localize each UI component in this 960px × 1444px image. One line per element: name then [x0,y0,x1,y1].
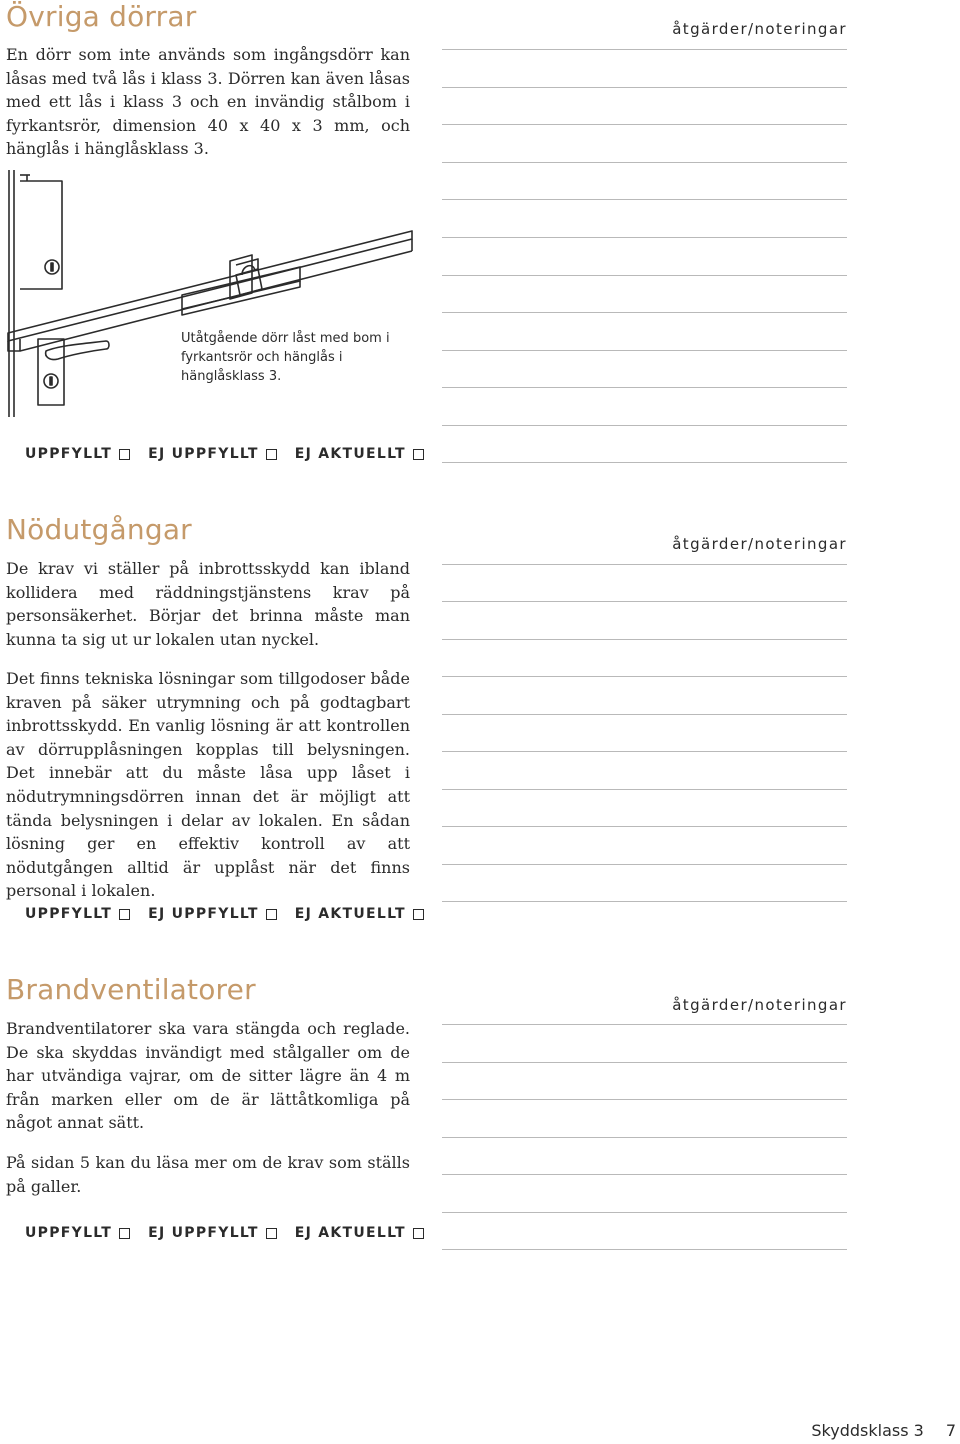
note-line[interactable] [442,564,847,565]
note-line[interactable] [442,789,847,790]
note-line[interactable] [442,387,847,388]
section-paragraph: Brandventilatorer ska vara stängda och reglade. De ska skyddas invändigt med stålgaller om de har utvändiga vajrar, om de sitter lägre än 4 m från marken eller om de är lättåtkomliga på något annat sätt. [6,1019,410,1133]
footer-label: Skyddsklass 3 [811,1421,924,1440]
note-line[interactable] [442,901,847,902]
option-label: UPPFYLLT [25,1225,113,1241]
note-line[interactable] [442,751,847,752]
figure-caption: Utåtgående dörr låst med bom i fyrkantsrör och hänglås i hänglåsklass 3. [181,331,390,384]
option-not-applicable[interactable] [295,906,424,922]
note-line[interactable] [442,162,847,163]
note-line[interactable] [442,199,847,200]
option-not-applicable[interactable] [295,446,424,462]
note-line[interactable] [442,1212,847,1213]
note-line[interactable] [442,312,847,313]
note-line[interactable] [442,1062,847,1063]
option-fulfilled[interactable] [25,446,130,462]
notes-heading: åtgärder/noteringar [672,535,847,553]
checkbox[interactable] [119,1228,130,1239]
option-not-fulfilled[interactable] [148,446,277,462]
option-not-fulfilled[interactable] [148,906,277,922]
checkbox[interactable] [266,909,277,920]
section-title-nodutgangar: Nödutgångar [6,513,192,546]
status-checkboxes [25,906,442,922]
checkbox[interactable] [413,909,424,920]
note-line[interactable] [442,826,847,827]
notes-heading: åtgärder/noteringar [672,20,847,38]
status-checkboxes [25,1225,442,1241]
note-line[interactable] [442,714,847,715]
note-line[interactable] [442,864,847,865]
option-label: EJ AKTUELLT [294,446,406,462]
option-not-fulfilled[interactable] [148,1225,277,1241]
option-label: UPPFYLLT [25,446,113,462]
option-label: EJ AKTUELLT [294,1225,406,1241]
page-number: 7 [945,1421,956,1440]
option-fulfilled[interactable] [25,1225,130,1241]
checkbox[interactable] [413,449,424,460]
section-paragraph: På sidan 5 kan du läsa mer om de krav som ställs på galler. [6,1153,410,1196]
option-not-applicable[interactable] [295,1225,424,1241]
option-label: EJ AKTUELLT [294,906,406,922]
option-fulfilled[interactable] [25,906,130,922]
note-line[interactable] [442,1024,847,1025]
section-paragraph: De krav vi ställer på inbrottsskydd kan ibland kollidera med räddningstjänstens krav på personsäkerhet. Börjar det brinna måste man kunna ta sig ut ur lokalen utan nyckel. [6,559,410,649]
checkbox[interactable] [413,1228,424,1239]
note-line[interactable] [442,601,847,602]
note-line[interactable] [442,1099,847,1100]
option-label: EJ UPPFYLLT [148,446,259,462]
section-title-ovriga-dorrar: Övriga dörrar [6,0,197,33]
section-title-brandventilatorer: Brandventilatorer [6,973,256,1006]
checkbox[interactable] [119,449,130,460]
section-paragraph: Det finns tekniska lösningar som tillgodoser både kraven på säker utrymning och på godtagbart inbrottsskydd. En vanlig lösning är att kontrollen av dörrupplåsningen kopplas till belysningen. Det innebär att du måste låsa upp låset i nödutrymningsdörren innan det är möjligt att tända belysningen i delar av lokalen. En sådan lösning ger en effektiv kontroll av att nödutgången alltid är upplåst när det finns personal i lokalen. [6,669,410,901]
notes-heading: åtgärder/noteringar [672,996,847,1014]
note-line[interactable] [442,275,847,276]
note-line[interactable] [442,237,847,238]
status-checkboxes [25,446,442,462]
option-label: UPPFYLLT [25,906,113,922]
checkbox[interactable] [119,909,130,920]
note-line[interactable] [442,676,847,677]
note-line[interactable] [442,350,847,351]
page-footer [811,1421,956,1440]
note-line[interactable] [442,639,847,640]
note-line[interactable] [442,124,847,125]
note-line[interactable] [442,87,847,88]
note-line[interactable] [442,1137,847,1138]
note-line[interactable] [442,49,847,50]
section-paragraph: En dörr som inte används som ingångsdörr kan låsas med två lås i klass 3. Dörren kan även låsas med ett lås i klass 3 och en invändig stålbom i fyrkantsrör, dimension 40 x 40 x 3 mm, och hänglås i hänglåsklass 3. [6,45,410,159]
note-line[interactable] [442,462,847,463]
option-label: EJ UPPFYLLT [148,1225,259,1241]
checkbox[interactable] [266,449,277,460]
note-line[interactable] [442,1174,847,1175]
note-line[interactable] [442,1249,847,1250]
note-line[interactable] [442,425,847,426]
option-label: EJ UPPFYLLT [148,906,259,922]
checkbox[interactable] [266,1228,277,1239]
